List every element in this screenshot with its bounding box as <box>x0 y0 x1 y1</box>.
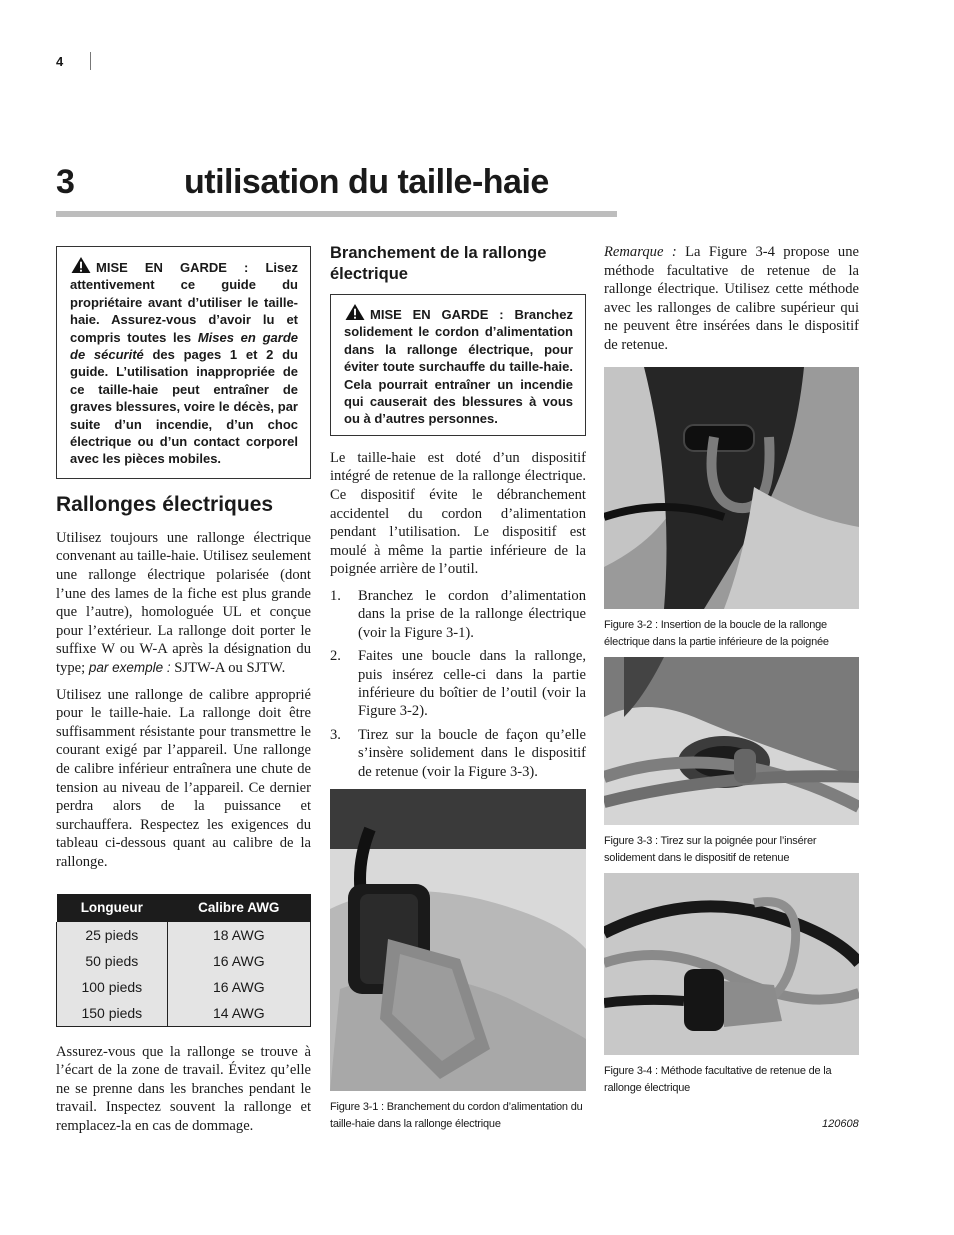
warning-label: MISE EN GARDE : <box>96 260 249 275</box>
paragraph <box>56 529 311 678</box>
paragraph-text: SJTW-A ou SJTW. <box>170 660 286 677</box>
optional-retention-illustration <box>604 873 859 1055</box>
page-number: 4 <box>56 54 64 69</box>
figure-3-2-photo <box>604 367 859 609</box>
table-row <box>57 922 311 948</box>
cord-retainer-illustration <box>604 657 859 825</box>
paragraph: Utilisez une rallonge de calibre approprié pour le taille-haie. La rallonge doit être suffisamment résistante pour transmettre le courant exigé par l’appareil. Une rallonge de calibre inférieur entraînera une chute de tension au niveau de l’appareil. Ce dernier perdra alors de la puissance et surchauffera. Respectez les exigences du tableau ci-dessous quant au calibre de la rallonge. <box>56 686 311 870</box>
step-number: 3. <box>330 726 341 743</box>
table-row <box>57 948 311 974</box>
paragraph: Assurez-vous que la rallonge se trouve à l’écart de la zone de travail. Évitez qu’elle ne se prenne dans les branches pendant le travail. Inspectez souvent la rallonge et remplacez-la en cas de dommage. <box>56 1043 311 1134</box>
list-item <box>330 726 586 781</box>
warning-text-italic: Mises en garde de sécurité <box>70 329 298 363</box>
note-text: La Figure 3-4 propose une méthode facultative de retenue de la rallonge électrique. Utilisez cette méthode avec les rallonges de calibre supérieur qui ne peuvent être insérées dans le dispositif de retenue. <box>604 244 859 353</box>
step-text: Tirez sur la boucle de façon qu’elle s’insère solidement dans le dispositif de retenue (voir la Figure 3-3). <box>358 726 586 780</box>
table-cell: 25 pieds <box>57 922 168 948</box>
warning-box <box>330 294 586 436</box>
table-cell: 100 pieds <box>57 974 168 1000</box>
table-cell: 50 pieds <box>57 948 168 974</box>
figure-caption: Figure 3-1 : Branchement du cordon d’alimentation du taille-haie dans la rallonge électrique <box>330 1101 583 1131</box>
column-3 <box>604 243 859 1097</box>
table-cell: 14 AWG <box>167 1000 310 1027</box>
step-text: Faites une boucle dans la rallonge, puis insérez celle-ci dans la partie inférieure du boîtier de l’outil (voir la Figure 3-2). <box>358 648 586 720</box>
step-text: Branchez le cordon d’alimentation dans la prise de la rallonge électrique (voir la Figure 3-1). <box>358 588 586 641</box>
table-cell: 16 AWG <box>167 948 310 974</box>
table-row <box>57 1000 311 1027</box>
figure-caption: Figure 3-3 : Tirez sur la poignée pour l’insérer solidement dans le dispositif de retenue <box>604 834 817 864</box>
table-cell: 16 AWG <box>167 974 310 1000</box>
figure-caption: Figure 3-4 : Méthode facultative de retenue de la rallonge électrique <box>604 1064 832 1094</box>
plug-connection-illustration <box>330 789 586 1091</box>
step-number: 2. <box>330 648 341 665</box>
table-header: Longueur <box>57 894 168 922</box>
table-cell: 18 AWG <box>167 922 310 948</box>
column-1 <box>56 246 311 1144</box>
gauge-table <box>56 894 311 1027</box>
warning-triangle-icon <box>344 303 366 321</box>
paragraph-italic: par exemple : <box>88 660 171 676</box>
table-header: Calibre AWG <box>167 894 310 922</box>
chapter-title: utilisation du taille-haie <box>184 163 549 201</box>
warning-text: Lisez attentivement ce guide du propriétaire avant d’utiliser le taille-haie. Assurez-vous d’avoir lu et compris toutes les <box>70 260 298 345</box>
chapter-rule <box>56 211 617 217</box>
cord-loop-insertion-illustration <box>604 367 859 609</box>
note-paragraph <box>604 243 859 355</box>
warning-triangle-icon <box>70 256 92 274</box>
table-cell: 150 pieds <box>57 1000 168 1027</box>
header-divider <box>90 52 91 70</box>
warning-label: MISE EN GARDE : <box>370 307 504 322</box>
paragraph-text: Utilisez toujours une rallonge électrique convenant au taille-haie. Utilisez seulement une rallonge électrique polarisée (dont l’une des lames de la fiche est plus grande que l’autre), homologuée UL et conçue pour l’extérieur. La rallonge doit porter le suffixe W ou W-A après la désignation du type; <box>56 529 311 677</box>
chapter-number: 3 <box>56 163 75 201</box>
figure-3-4-photo <box>604 873 859 1055</box>
steps-list <box>330 587 586 781</box>
subsection-heading: Branchement de la rallonge électrique <box>330 244 547 283</box>
warning-box <box>56 246 311 479</box>
column-2 <box>330 243 586 1133</box>
list-item <box>330 647 586 721</box>
figure-3-3-photo <box>604 657 859 825</box>
warning-text: des pages 1 et 2 du guide. L’utilisation inappropriée de ce taille-haie peut entraîner de graves blessures, voire le décès, par suite d’un incendie, d’un choc électrique ou d’un contact corporel avec les pièces mobiles. <box>70 347 298 467</box>
list-item <box>330 587 586 642</box>
table-row <box>57 974 311 1000</box>
section-heading: Rallonges électriques <box>56 492 274 516</box>
figure-3-1-photo <box>330 789 586 1091</box>
document-number: 120608 <box>822 1118 859 1130</box>
step-number: 1. <box>330 588 341 604</box>
paragraph: Le taille-haie est doté d’un dispositif intégré de retenue de la rallonge électrique. Ce dispositif évite le débranchement accidentel du cordon d’alimentation pendant l’utilisation. Le dispositif est moulé à même la partie inférieure de la poignée arrière de l’outil. <box>330 449 586 578</box>
warning-text: Branchez solidement le cordon d’alimentation dans la rallonge électrique, pour éviter toute surchauffe du taille-haie. Cela pourrait entraîner un incendie qui causerait des blessures à vous ou à d’autres personnes. <box>344 307 573 427</box>
figure-caption: Figure 3-2 : Insertion de la boucle de la rallonge électrique dans la partie inférieure de la poignée <box>604 618 829 648</box>
note-label: Remarque : <box>604 244 677 260</box>
